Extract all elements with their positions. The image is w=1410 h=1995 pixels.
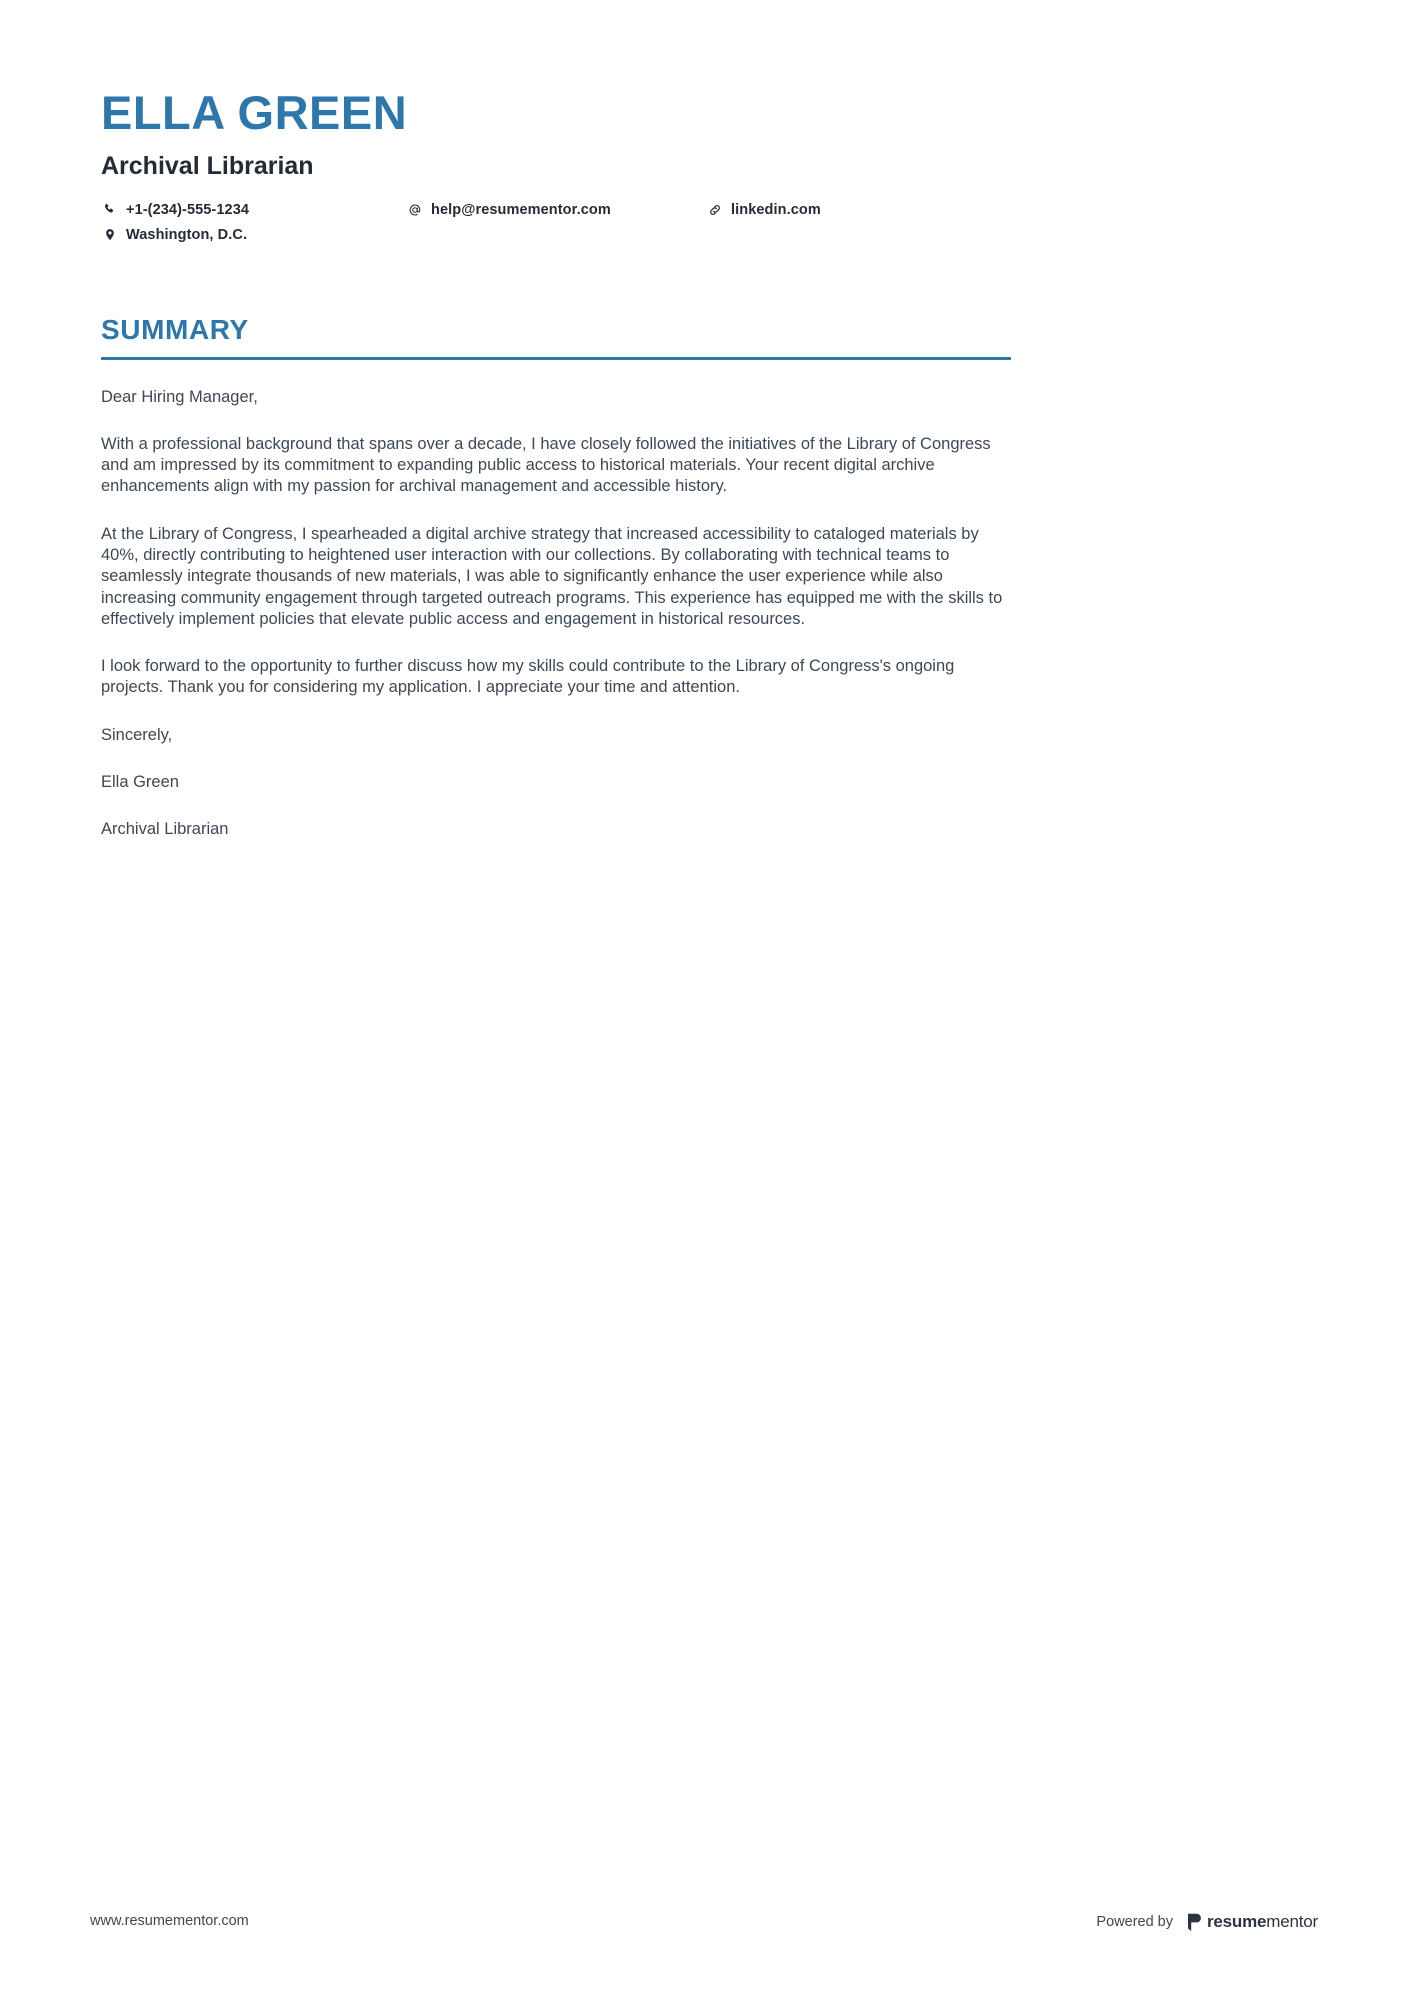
contact-email [406,202,706,218]
letter-signature-name: Ella Green [101,773,179,792]
section-heading-summary: SUMMARY [101,313,249,345]
summary-section [101,315,1011,841]
brand-name-bold: resume [1207,1912,1267,1931]
section-divider [101,357,1011,360]
footer-website: www.resumementor.com [90,1913,249,1929]
contact-row-2 [101,227,1011,243]
contact-phone [101,202,406,218]
bookmark-icon [1187,1913,1202,1932]
page-footer [0,1880,1410,1995]
letter-paragraph-1: With a professional background that spans over a decade, I have closely followed the initiatives of the Library of Congress and am impressed by its commitment to expanding public access to historical materials. Your recent digital archive enhancements align with my passion for archival management and accessible history. [101,434,991,496]
document-content [101,0,1011,841]
contact-location [101,227,406,243]
letter-paragraph-2: At the Library of Congress, I spearheaded a digital archive strategy that increased accessibility to cataloged materials by 40%, directly contributing to heightened user interaction with our collections. By collaborating with technical teams to seamlessly integrate thousands of new materials, I was able to significantly enhance the user experience while also increasing community engagement through targeted outreach programs. This experience has equipped me with the skills to effectively implement policies that elevate public access and engagement in historical resources. [101,524,1003,628]
cover-letter-body [101,387,1011,841]
contact-row-1 [101,202,1011,218]
resumementor-logo [1187,1912,1318,1932]
footer-branding [1096,1912,1318,1932]
map-pin-icon [101,228,118,242]
link-icon [706,203,723,217]
contact-phone-label: +1-(234)-555-1234 [126,201,250,218]
contact-email-label: help@resumementor.com [431,201,611,218]
at-sign-icon [406,203,423,217]
phone-icon [101,203,118,216]
candidate-name: ELLA GREEN [101,86,408,139]
letter-signature-title: Archival Librarian [101,820,229,839]
contact-location-label: Washington, D.C. [126,226,248,243]
brand-wordmark [1207,1912,1318,1932]
brand-name-light: mentor [1266,1912,1318,1931]
contact-info [101,202,1011,243]
letter-header [101,0,1011,243]
letter-salutation: Dear Hiring Manager, [101,387,258,406]
letter-paragraph-3: I look forward to the opportunity to further discuss how my skills could contribute to the Library of Congress's ongoing projects. Thank you for considering my application. I appreciate your time and attention. [101,657,955,697]
letter-closing: Sincerely, [101,725,173,744]
contact-linkedin-label: linkedin.com [731,201,821,218]
contact-linkedin [706,202,906,218]
powered-by-label: Powered by [1096,1914,1173,1930]
candidate-job-title: Archival Librarian [101,152,314,181]
